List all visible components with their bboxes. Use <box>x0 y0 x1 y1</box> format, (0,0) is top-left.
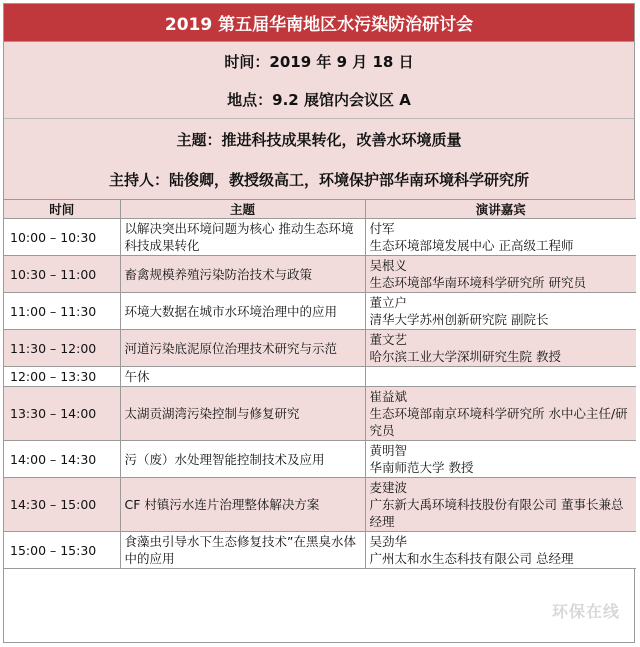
speaker-name: 董文艺 <box>369 332 408 347</box>
row-speaker-cell <box>365 330 636 367</box>
row-speaker-cell <box>365 441 636 478</box>
table-row <box>4 367 636 387</box>
speaker-name: 吴劲华 <box>369 534 408 549</box>
table-header-row <box>4 200 636 219</box>
header-time: 时间 <box>4 200 120 219</box>
row-topic: 河道污染底泥原位治理技术研究与示范 <box>120 330 365 367</box>
row-topic: 环境大数据在城市水环境治理中的应用 <box>120 293 365 330</box>
speaker-affiliation: 生态环境部境发展中心 正高级工程师 <box>369 238 574 253</box>
table-row <box>4 387 636 441</box>
date-place-block <box>4 42 634 119</box>
host-line: 主持人：陆俊卿，教授级高工，环境保护部华南环境科学研究所 <box>108 170 529 189</box>
date-line: 时间：2019 年 9 月 18 日 <box>224 52 414 71</box>
row-topic: 畜禽规模养殖污染防治技术与政策 <box>120 256 365 293</box>
row-time: 11:30 – 12:00 <box>4 330 120 367</box>
table-row <box>4 256 636 293</box>
speaker-affiliation: 生态环境部华南环境科学研究所 研究员 <box>369 275 586 290</box>
row-topic: 午休 <box>120 367 365 387</box>
table-row <box>4 441 636 478</box>
row-speaker-cell <box>365 219 636 256</box>
row-speaker-cell <box>365 478 636 532</box>
row-time: 14:30 – 15:00 <box>4 478 120 532</box>
header-speaker: 演讲嘉宾 <box>365 200 636 219</box>
row-speaker-cell <box>365 256 636 293</box>
speaker-name: 付军 <box>369 221 395 236</box>
row-time: 10:30 – 11:00 <box>4 256 120 293</box>
row-speaker-cell <box>365 367 636 387</box>
conference-schedule <box>3 3 635 643</box>
speaker-name: 吴根义 <box>369 258 408 273</box>
speaker-affiliation: 哈尔滨工业大学深圳研究生院 教授 <box>369 349 561 364</box>
row-topic: 以解决突出环境问题为核心 推动生态环境科技成果转化 <box>120 219 365 256</box>
row-speaker-cell <box>365 532 636 569</box>
header-topic: 主题 <box>120 200 365 219</box>
page-title: 2019 第五届华南地区水污染防治研讨会 <box>4 4 634 42</box>
speaker-affiliation: 生态环境部南京环境科学研究所 水中心主任/研究员 <box>369 406 628 438</box>
schedule-table <box>4 200 636 569</box>
row-speaker-cell <box>365 387 636 441</box>
row-speaker-cell <box>365 293 636 330</box>
row-topic: 太湖贡湖湾污染控制与修复研究 <box>120 387 365 441</box>
speaker-name: 崔益斌 <box>369 389 408 404</box>
row-topic: 污（废）水处理智能控制技术及应用 <box>120 441 365 478</box>
row-time: 10:00 – 10:30 <box>4 219 120 256</box>
row-time: 12:00 – 13:30 <box>4 367 120 387</box>
table-row <box>4 532 636 569</box>
theme-line: 主题：推进科技成果转化，改善水环境质量 <box>176 130 462 149</box>
row-time: 15:00 – 15:30 <box>4 532 120 569</box>
speaker-name: 麦建波 <box>369 480 408 495</box>
speaker-name: 董立户 <box>369 295 408 310</box>
speaker-affiliation: 清华大学苏州创新研究院 副院长 <box>369 312 549 327</box>
table-row <box>4 478 636 532</box>
row-time: 11:00 – 11:30 <box>4 293 120 330</box>
place-line: 地点：9.2 展馆内会议区 A <box>227 90 411 109</box>
row-time: 14:00 – 14:30 <box>4 441 120 478</box>
speaker-affiliation: 广州太和水生态科技有限公司 总经理 <box>369 551 574 566</box>
table-row <box>4 293 636 330</box>
table-row <box>4 330 636 367</box>
row-topic: CF 村镇污水连片治理整体解决方案 <box>120 478 365 532</box>
theme-host-block <box>4 119 634 200</box>
speaker-affiliation: 华南师范大学 教授 <box>369 460 474 475</box>
row-topic: 食藻虫引导水下生态修复技术”在黑臭水体中的应用 <box>120 532 365 569</box>
watermark-logo: 环保在线 <box>551 602 620 621</box>
speaker-name: 黄明智 <box>369 443 408 458</box>
row-time: 13:30 – 14:00 <box>4 387 120 441</box>
speaker-affiliation: 广东新大禹环境科技股份有限公司 董事长兼总经理 <box>369 497 624 529</box>
table-row <box>4 219 636 256</box>
